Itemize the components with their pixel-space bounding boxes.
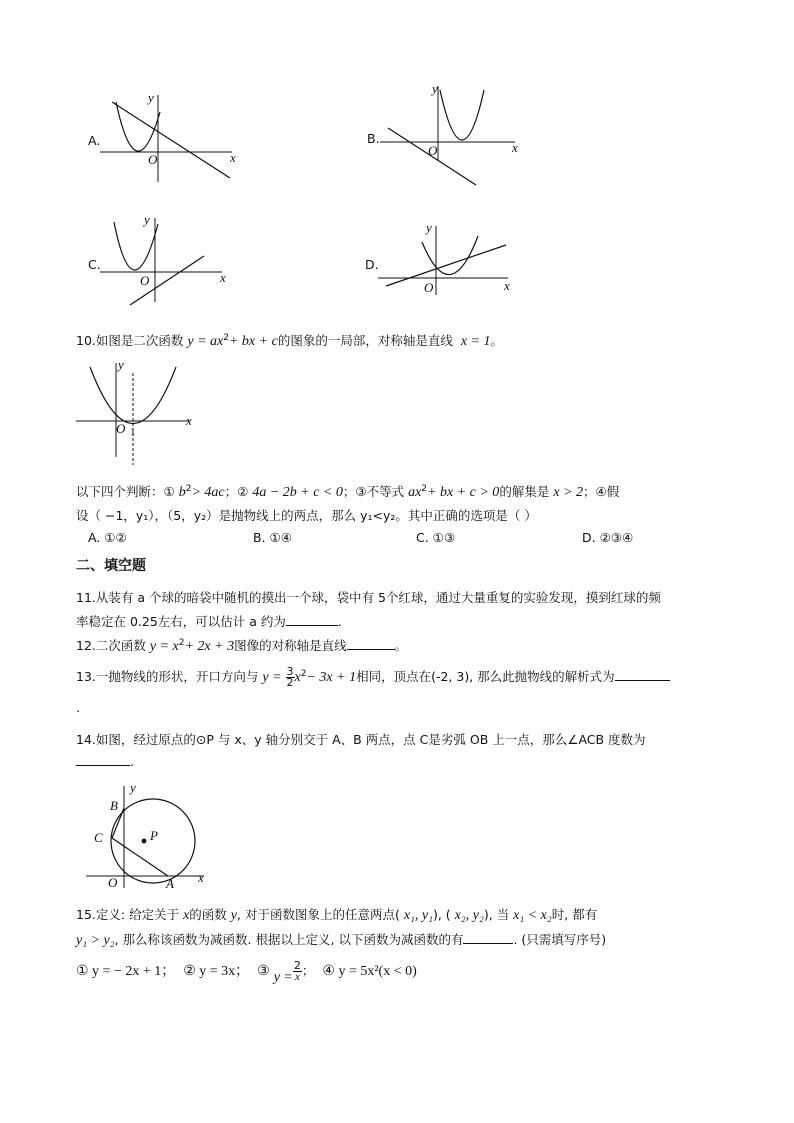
axis-x: x	[512, 140, 518, 155]
q15-line1: 15.定义: 给定关于 x的函数 y, 对于函数图象上的任意两点( x₁, y₁), ( x₂, y₂), 当 x₁ < x₂时, 都有	[76, 907, 598, 923]
point-c: C	[94, 830, 103, 845]
q12: 12.二次函数 $y = x^2+ 2x + 3$图像的对称轴是直线 。	[76, 637, 408, 654]
q10-option-b[interactable]: B. ①④	[253, 530, 292, 545]
axis-y: y	[148, 90, 154, 105]
option-d-graph	[378, 220, 528, 300]
section-heading: 二、填空题	[76, 558, 146, 574]
axis-y: y	[130, 780, 136, 795]
axis-x: x	[186, 413, 192, 428]
q10-option-a[interactable]: A. ①②	[88, 530, 127, 545]
origin: O	[140, 273, 150, 288]
q10-stem: 10.如图是二次函数 $y = ax^2+$ bx + c的图象的一局部，对称轴是直线 x = 1。	[76, 332, 503, 349]
axis-x: x	[220, 270, 226, 285]
axis-y: y	[426, 220, 432, 235]
q10-line2: 设（ −1，y₁），（5，y₂）是抛物线上的两点，那么 y₁<y₂。其中正确的选项是（ ）	[76, 508, 537, 523]
q14-line2: .	[76, 753, 134, 769]
option-c-label: C.	[88, 257, 101, 272]
option-b-graph	[380, 80, 530, 190]
origin: O	[148, 152, 158, 167]
q10-graph	[76, 355, 206, 470]
q15-line2: y₁ > y₂, 那么称该函数为减函数. 根据以上定义, 以下函数为减函数的有 . (只需填写序号)	[76, 932, 607, 948]
option-a-label: A.	[88, 133, 101, 148]
axis-x: x	[230, 150, 236, 165]
q10-judgments: 以下四个判断：① $b^2> 4ac$；② 4a − 2b + c < 0；③不等式 $ax^2+$ bx + c > 0的解集是 x > 2；④假	[76, 483, 620, 500]
origin: O	[116, 421, 126, 436]
axis-y: y	[144, 212, 150, 227]
q11-answer-blank[interactable]	[286, 613, 338, 626]
q10-option-c[interactable]: C. ①③	[416, 530, 456, 545]
q15-functions: ① y = − 2x + 1； ② y = 3x； ③ y = $\frac{2}{x}$ ； ④ y = 5x²(x < 0)	[76, 959, 417, 985]
tick-1: 1	[130, 426, 136, 438]
q14-answer-blank[interactable]	[76, 753, 130, 766]
q14-circle-figure	[86, 780, 216, 890]
q11-line2: 率稳定在 0.25左右，可以估计 a 约为 .	[76, 614, 342, 629]
axis-x: x	[504, 278, 510, 293]
q14-line1: 14.如图，经过原点的⊙P 与 x、y 轴分别交于 A、B 两点，点 C是劣弧 OB 上一点，那么∠ACB 度数为	[76, 732, 646, 747]
axis-y: y	[118, 357, 124, 372]
option-a-graph	[100, 90, 250, 185]
point-b: B	[110, 798, 118, 813]
point-p: P	[150, 828, 158, 843]
q11-line1: 11.从装有 a 个球的暗袋中随机的摸出一个球，袋中有 5个红球，通过大量重复的实验发现，摸到红球的频	[76, 590, 661, 605]
origin: O	[428, 143, 438, 158]
origin: O	[424, 280, 434, 295]
point-a: A	[166, 876, 174, 891]
q12-answer-blank[interactable]	[347, 637, 395, 650]
q13-answer-blank[interactable]	[615, 668, 670, 681]
axis-x: x	[198, 870, 204, 885]
option-d-label: D.	[365, 257, 379, 272]
q13-period: .	[76, 700, 80, 715]
q15-answer-blank[interactable]	[463, 931, 513, 944]
option-b-label: B.	[367, 131, 380, 146]
q10-option-d[interactable]: D. ②③④	[582, 530, 634, 545]
option-c-graph	[100, 212, 240, 312]
q13: 13.一抛物线的形状，开口方向与 y = $\frac{3}{2}$ $x^2- 3x + 1$相同，顶点在(-2, 3), 那么此抛物线的解析式为	[76, 667, 670, 688]
origin: O	[108, 875, 118, 890]
axis-y: y	[432, 81, 438, 96]
